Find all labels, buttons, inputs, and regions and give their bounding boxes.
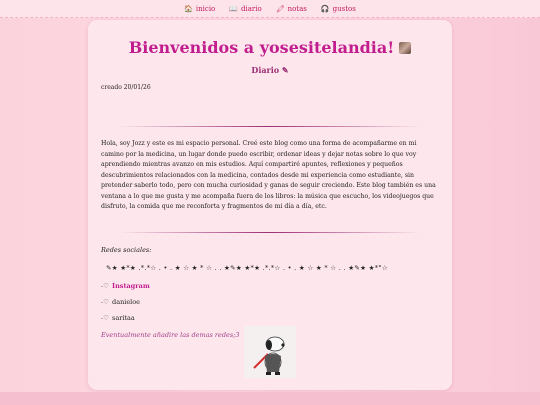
heart-icon: -♡ <box>101 298 110 306</box>
nav-item-diario[interactable] <box>229 5 261 13</box>
social-link-instagram-row <box>101 282 150 290</box>
nav-item-label: diario <box>240 4 262 13</box>
snoopy-figure-icon <box>244 326 296 378</box>
section-subtitle: Diario ✎ <box>251 65 289 75</box>
page-bottom-edge <box>0 392 540 405</box>
book-icon: 📖 <box>229 4 238 13</box>
post-body: Hola, soy Jozz y este es mi espacio personal. Creé este blog como una forma de acompañarme en mi camino por la medicina, un lugar donde puedo escribir, ordenar ideas y dejar notas sobre lo que voy aprendiendo mientras avanzo en mis estudios. Aquí compartiré apuntes, reflexiones y pequeños descubrimientos relacionados con la medicina, contados desde mi experiencia como estudiante, sin pretender saberlo todo, pero con mucha curiosidad y ganas de seguir creciendo. Este blog también es una ventana a lo que me gusta y me acompaña fuera de los libros: la música que escucho, los videojuegos que disfruto, la comida que me reconforta y fragmentos de mi día a día, etc. <box>101 140 436 210</box>
social-note: Eventualmente añadire las demas redes;3 <box>101 331 240 339</box>
danieloe-link[interactable]: danieloe <box>112 298 141 306</box>
avatar-icon <box>399 42 411 54</box>
nav-item-gustos[interactable] <box>321 5 356 13</box>
headphones-icon: 🎧 <box>320 4 330 13</box>
nav-item-label: inicio <box>195 4 216 13</box>
heart-icon: -♡ <box>101 314 110 322</box>
social-label: Redes sociales: <box>101 246 152 254</box>
nav-item-notas[interactable] <box>276 5 307 13</box>
divider <box>118 126 422 127</box>
post-date: creado 20/01/26 <box>101 84 151 91</box>
social-link-danieloe-row <box>101 298 140 306</box>
home-icon: 🏠 <box>184 4 193 13</box>
heart-icon: -♡ <box>101 282 110 290</box>
nav-item-inicio[interactable] <box>184 5 215 13</box>
top-navigation <box>0 0 540 18</box>
divider <box>118 232 422 233</box>
content-card <box>88 20 452 390</box>
stars-decoration: ✎★ ★*★ .*.*☆ . • . ★ ☆ ★ * ☆ . . ★✎★ ★*★ .*.*☆ . • . ★ ☆ ★ * ☆ . . ★✎★ ★*°☆ <box>106 264 388 272</box>
page-title-text: Bienvenidos a yosesitelandia! <box>128 38 395 57</box>
instagram-link[interactable]: Instagram <box>112 282 150 290</box>
social-link-saritaa-row <box>101 314 135 322</box>
saritaa-link[interactable]: saritaa <box>112 314 135 322</box>
page-title <box>88 38 452 57</box>
nav-item-label: notas <box>287 4 307 13</box>
nav-item-label: gustos <box>332 4 356 13</box>
snoopy-image <box>244 326 296 378</box>
crayon-icon: 🖍 <box>275 4 285 13</box>
